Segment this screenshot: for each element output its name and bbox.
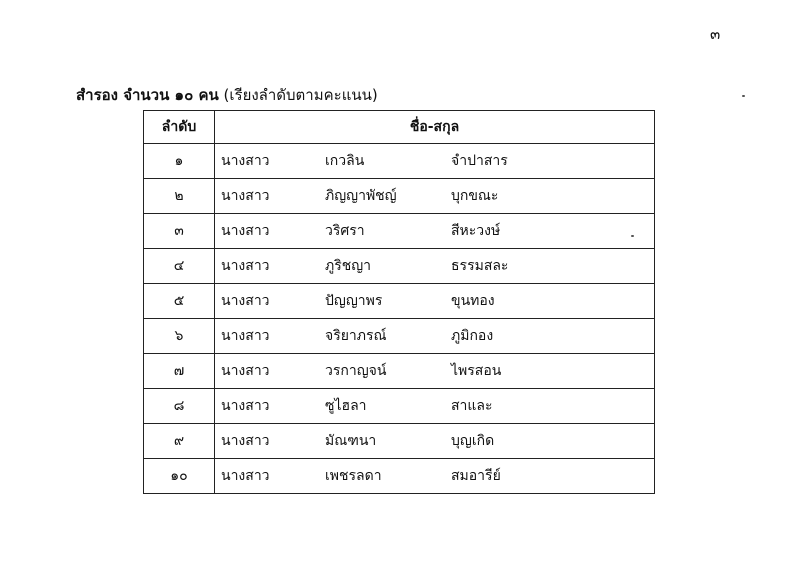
row-first-name: ภิญญาพัชญ์ [325,188,397,204]
row-last-name: จำปาสาร [451,153,508,169]
row-name [215,179,655,214]
row-title: นางสาว [221,223,270,239]
row-first-name: วริศรา [325,223,365,239]
table-row [144,319,655,354]
row-title: นางสาว [221,188,270,204]
row-order: ๖ [144,319,215,354]
scan-speck [631,235,634,237]
row-title: นางสาว [221,153,270,169]
row-first-name: จริยาภรณ์ [325,328,387,344]
table-row [144,354,655,389]
row-title: นางสาว [221,433,270,449]
row-last-name: สมอารีย์ [451,468,501,484]
row-first-name: ภูริชญา [325,258,372,274]
row-title: นางสาว [221,398,270,414]
table-row [144,214,655,249]
table-row [144,179,655,214]
row-order: ๔ [144,249,215,284]
table-header-row [144,111,655,144]
row-title: นางสาว [221,328,270,344]
row-last-name: บุญเกิด [451,433,495,449]
row-last-name: ไพรสอน [451,363,502,379]
row-order: ๕ [144,284,215,319]
row-name [215,214,655,249]
row-name [215,284,655,319]
row-title: นางสาว [221,363,270,379]
table-row [144,424,655,459]
header-order: ลำดับ [144,111,215,144]
heading-note: (เรียงลำดับตามคะแนน) [223,86,378,104]
table-row [144,284,655,319]
row-last-name: สีหะวงษ์ [451,223,501,239]
row-name [215,354,655,389]
row-order: ๙ [144,424,215,459]
header-name: ชื่อ-สกุล [215,111,655,144]
row-first-name: มัณฑนา [325,433,377,449]
row-name [215,144,655,179]
row-order: ๘ [144,389,215,424]
row-first-name: ซูไฮลา [325,398,367,414]
row-first-name: ปัญญาพร [325,293,383,309]
reserve-list-table [143,110,655,494]
row-last-name: สาและ [451,398,493,414]
table-row [144,144,655,179]
table-row [144,459,655,494]
row-first-name: วรกาญจน์ [325,363,387,379]
row-name [215,319,655,354]
scan-speck [742,95,745,97]
row-title: นางสาว [221,258,270,274]
row-title: นางสาว [221,468,270,484]
row-name [215,424,655,459]
row-name [215,249,655,284]
row-order: ๗ [144,354,215,389]
row-order: ๑๐ [144,459,215,494]
row-last-name: ขุนทอง [451,293,495,309]
row-name [215,459,655,494]
row-first-name: เพชรลดา [325,468,382,484]
table-row [144,249,655,284]
row-last-name: บุกขณะ [451,188,499,204]
row-last-name: ภูมิกอง [451,328,494,344]
row-order: ๓ [144,214,215,249]
page-number: ๓ [710,25,721,43]
table-row [144,389,655,424]
row-title: นางสาว [221,293,270,309]
row-order: ๒ [144,179,215,214]
row-last-name: ธรรมสละ [451,258,509,274]
heading-title: สำรอง จำนวน ๑๐ คน [76,86,219,104]
list-heading [76,83,378,107]
row-first-name: เกวลิน [325,153,365,169]
row-order: ๑ [144,144,215,179]
row-name [215,389,655,424]
